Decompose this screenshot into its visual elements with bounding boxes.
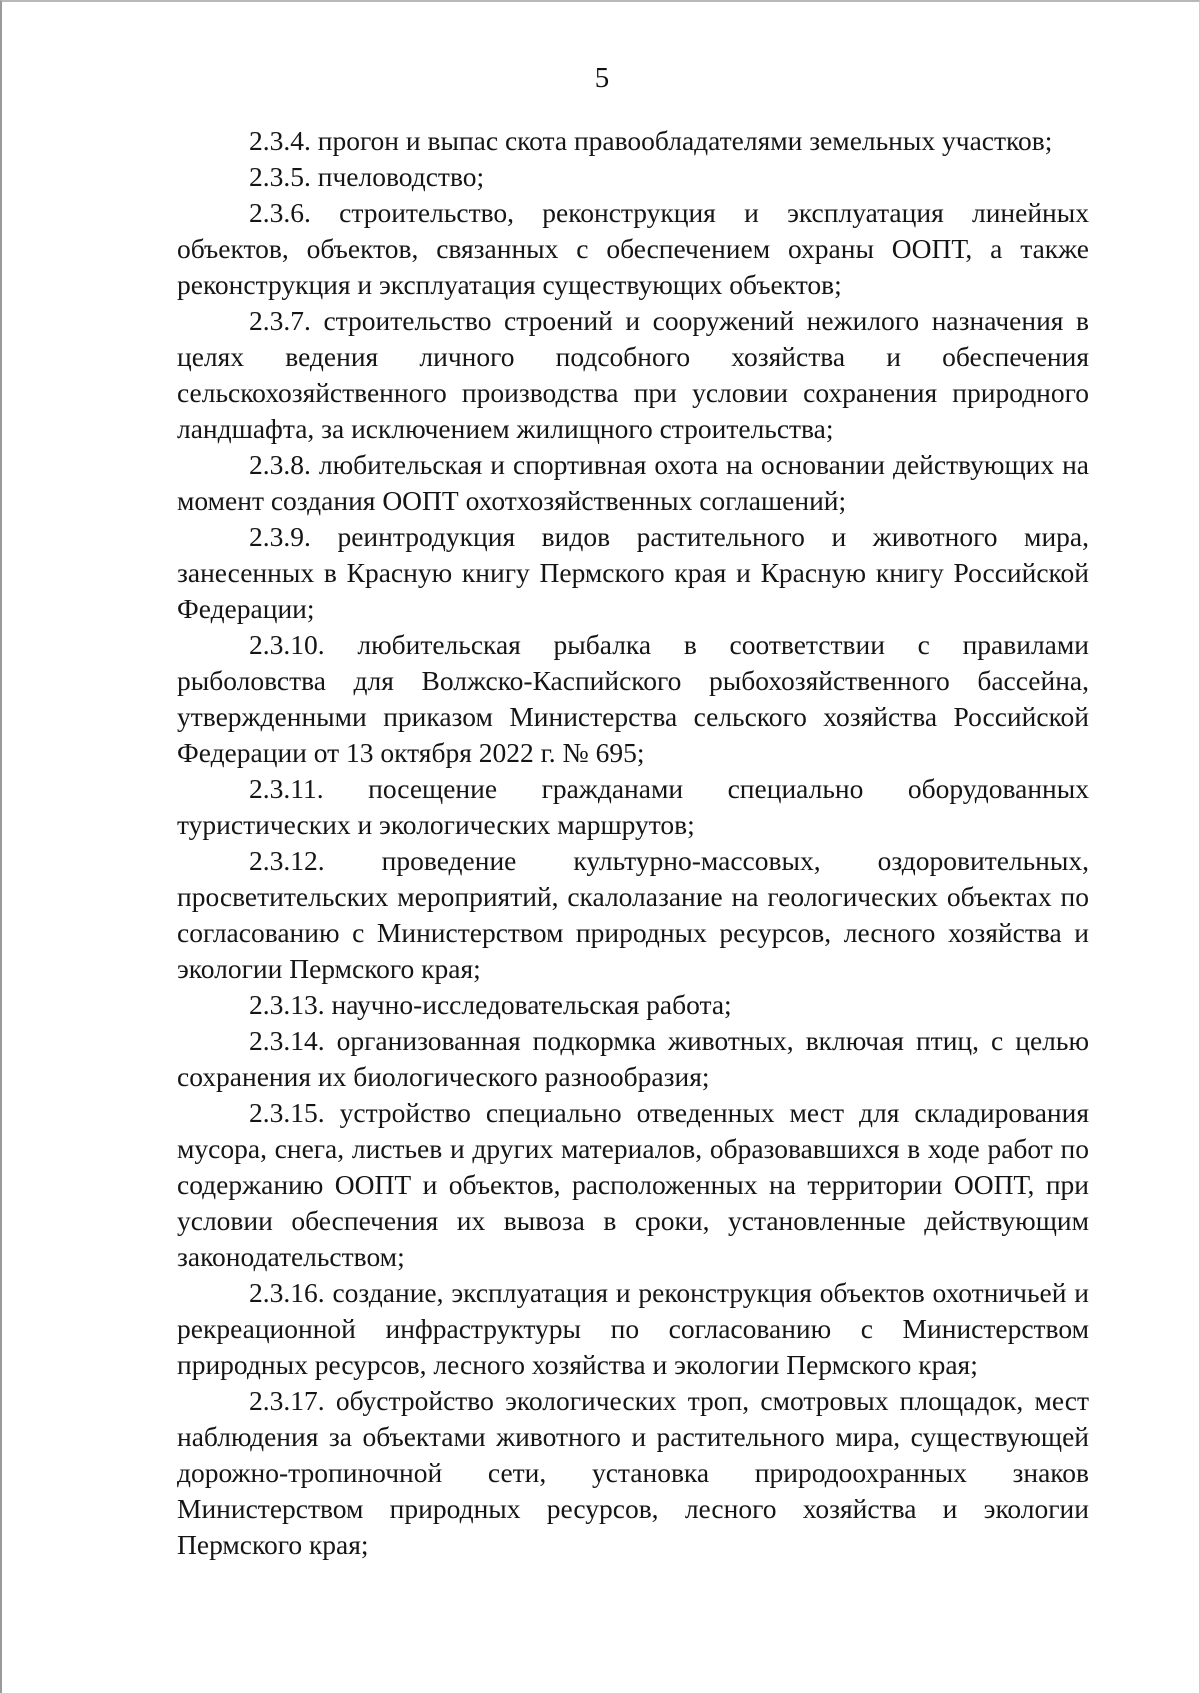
paragraph-2-3-7: 2.3.7. строительство строений и сооружений нежилого назначения в целях ведения личного подсобного хозяйства и обеспечения сельскохозяйственного производства при условии сохранения природного ландшафта, за исключением жилищного строительства; bbox=[177, 305, 1089, 444]
page-number: 5 bbox=[594, 62, 610, 94]
paragraph-2-3-15: 2.3.15. устройство специально отведенных мест для складирования мусора, снега, листьев и других материалов, образовавшихся в ходе работ по содержанию ООПТ и объектов, расположенных на территории ООПТ, при условии обеспечения их вывоза в сроки, установленные действующим законодательством; bbox=[177, 1097, 1089, 1272]
paragraph-2-3-17: 2.3.17. обустройство экологических троп, смотровых площадок, мест наблюдения за объектами животного и растительного мира, существующей дорожно-тропиночной сети, установка природоохранных знаков Министерством природных ресурсов, лесного хозяйства и экологии Пермского края; bbox=[177, 1385, 1089, 1560]
paragraph-2-3-9: 2.3.9. реинтродукция видов растительного и животного мира, занесенных в Красную книгу Пермского края и Красную книгу Российской Федерации; bbox=[177, 521, 1089, 624]
paragraph-2-3-10: 2.3.10. любительская рыбалка в соответствии с правилами рыболовства для Волжско-Каспийского рыбохозяйственного бассейна, утвержденными приказом Министерства сельского хозяйства Российской Федерации от 13 октября 2022 г. № 695; bbox=[177, 629, 1089, 768]
document-body bbox=[177, 123, 1089, 1563]
paragraph-2-3-12: 2.3.12. проведение культурно-массовых, оздоровительных, просветительских мероприятий, скалолазание на геологических объектах по согласованию с Министерством природных ресурсов, лесного хозяйства и экологии Пермского края; bbox=[177, 845, 1089, 984]
paragraph-2-3-16: 2.3.16. создание, эксплуатация и реконструкция объектов охотничьей и рекреационной инфраструктуры по согласованию с Министерством природных ресурсов, лесного хозяйства и экологии Пермского края; bbox=[177, 1277, 1089, 1380]
paragraph-2-3-11: 2.3.11. посещение гражданами специально оборудованных туристических и экологических маршрутов; bbox=[177, 773, 1089, 840]
paragraph-2-3-13: 2.3.13. научно-исследовательская работа; bbox=[249, 989, 732, 1020]
paragraph-2-3-6: 2.3.6. строительство, реконструкция и эксплуатация линейных объектов, объектов, связанных с обеспечением охраны ООПТ, а также реконструкция и эксплуатация существующих объектов; bbox=[177, 197, 1089, 300]
paragraph-2-3-8: 2.3.8. любительская и спортивная охота на основании действующих на момент создания ООПТ охотхозяйственных соглашений; bbox=[177, 449, 1089, 516]
paragraph-2-3-14: 2.3.14. организованная подкормка животных, включая птиц, с целью сохранения их биологического разнообразия; bbox=[177, 1025, 1089, 1092]
paragraph-2-3-5: 2.3.5. пчеловодство; bbox=[249, 161, 485, 192]
paragraph-2-3-4: 2.3.4. прогон и выпас скота правообладателями земельных участков; bbox=[249, 125, 1053, 156]
